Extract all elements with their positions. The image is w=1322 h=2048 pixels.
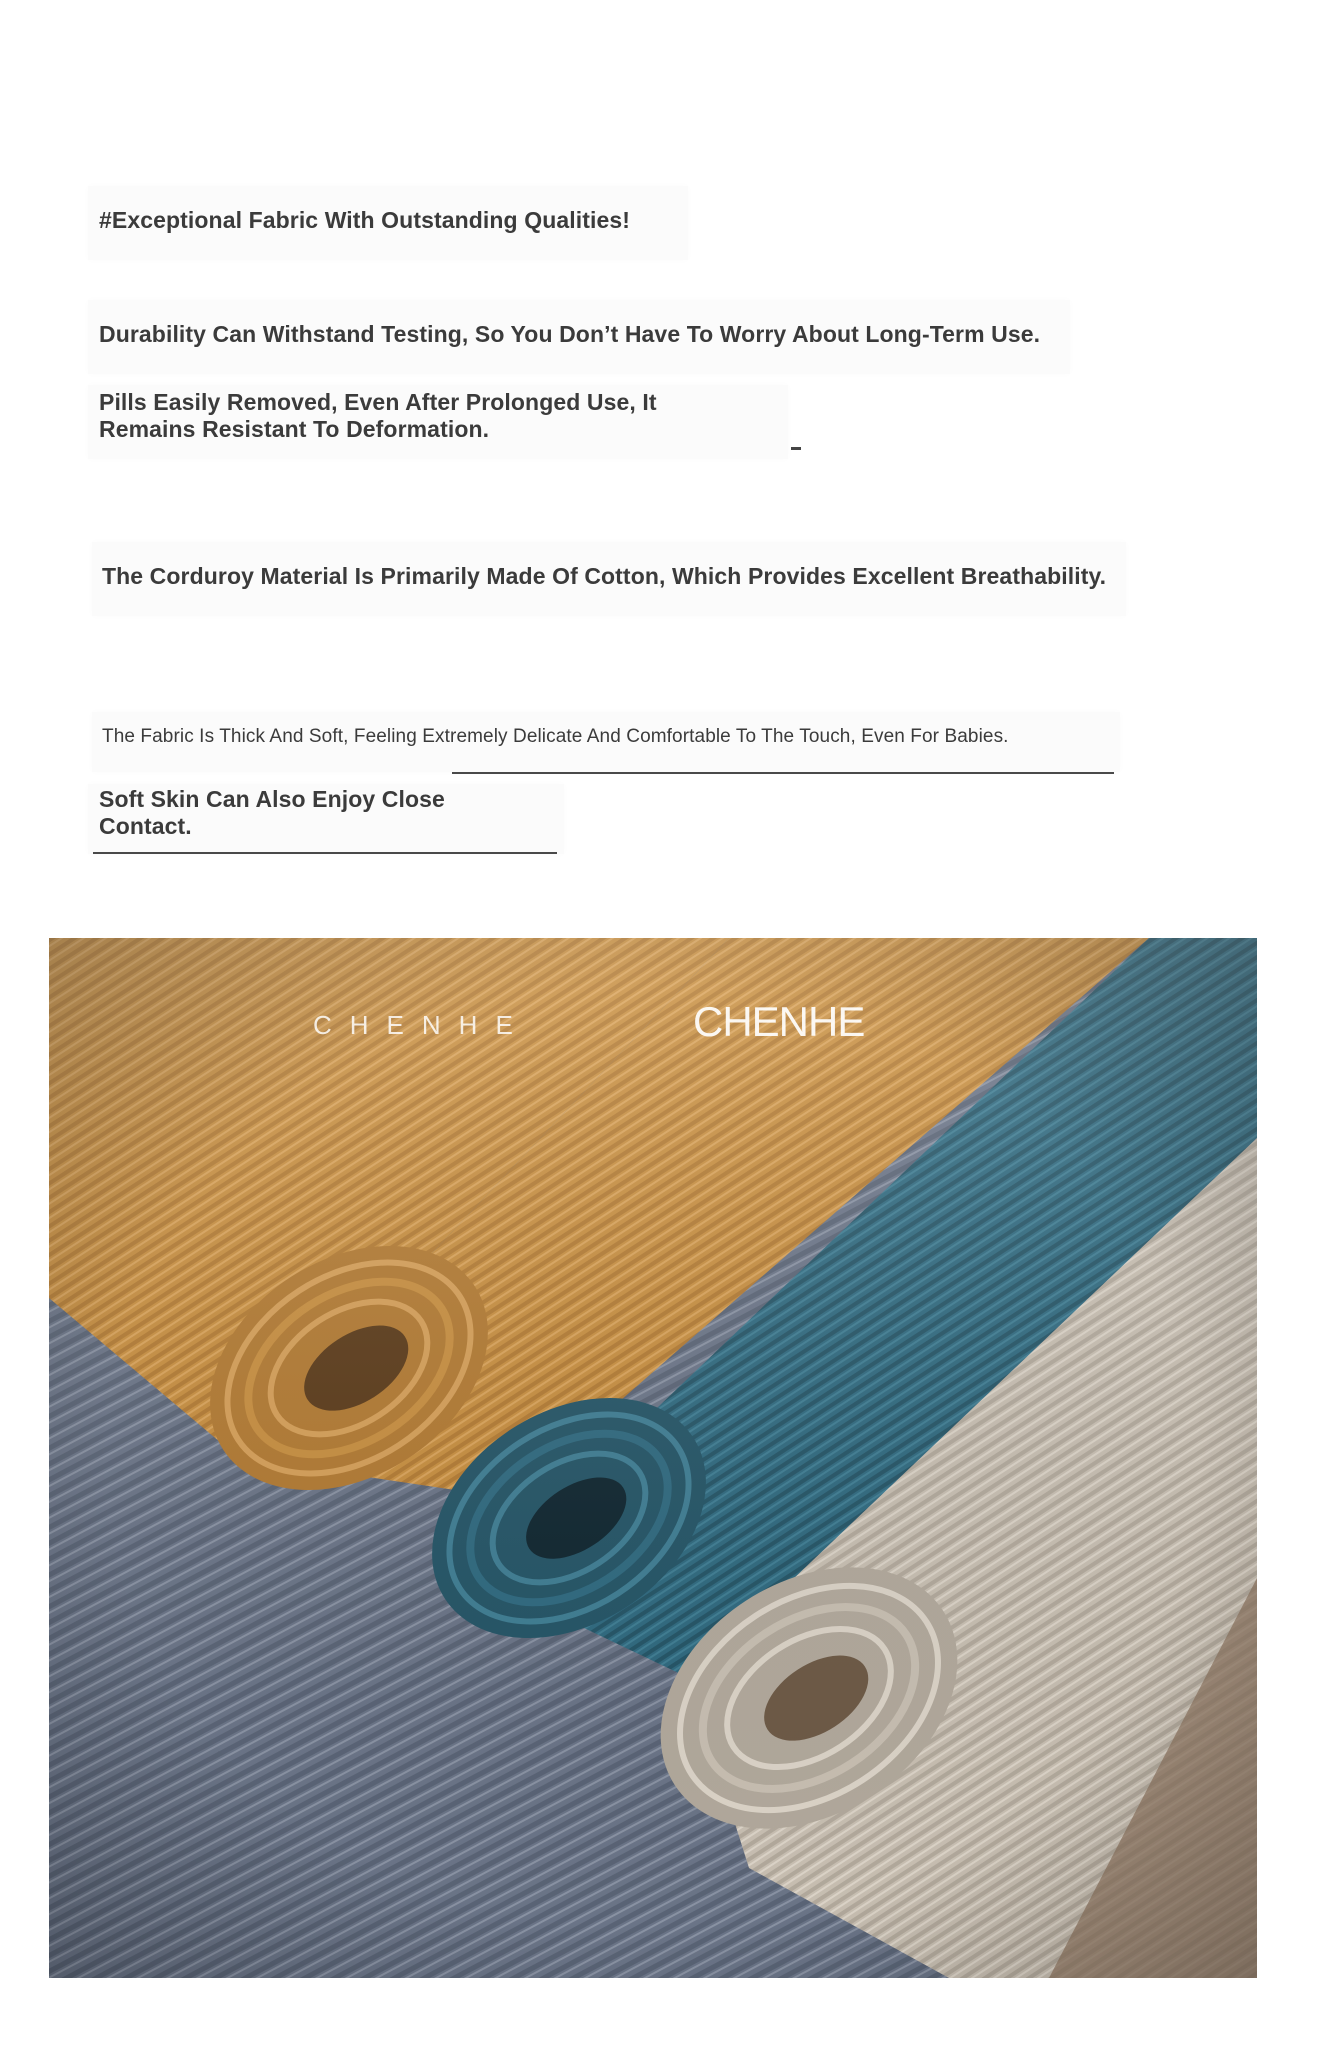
watermark-spaced-logo: CHENHE xyxy=(313,1010,531,1040)
feature-soft-skin-line2: Contact. xyxy=(99,813,192,839)
feature-thick-soft: The Fabric Is Thick And Soft, Feeling Extremely Delicate And Comfortable To The Touch, Even For Babies. xyxy=(102,726,1009,747)
feature-pills-line1: Pills Easily Removed, Even After Prolonged Use, It xyxy=(99,389,657,415)
feature-corduroy: The Corduroy Material Is Primarily Made Of Cotton, Which Provides Excellent Breathability. xyxy=(102,563,1107,589)
decorative-dash xyxy=(791,447,801,450)
underline-rule-2 xyxy=(93,852,557,854)
page-heading: #Exceptional Fabric With Outstanding Qualities! xyxy=(99,207,631,233)
feature-pills-line2: Remains Resistant To Deformation. xyxy=(99,416,490,442)
feature-soft-skin-line1: Soft Skin Can Also Enjoy Close xyxy=(99,786,445,812)
underline-rule-1 xyxy=(452,772,1114,774)
product-image-corduroy-rolls xyxy=(49,938,1257,1978)
watermark-brand-logo: CHENHE xyxy=(693,998,865,1045)
feature-durability: Durability Can Withstand Testing, So You Don’t Have To Worry About Long-Term Use. xyxy=(99,321,1041,347)
